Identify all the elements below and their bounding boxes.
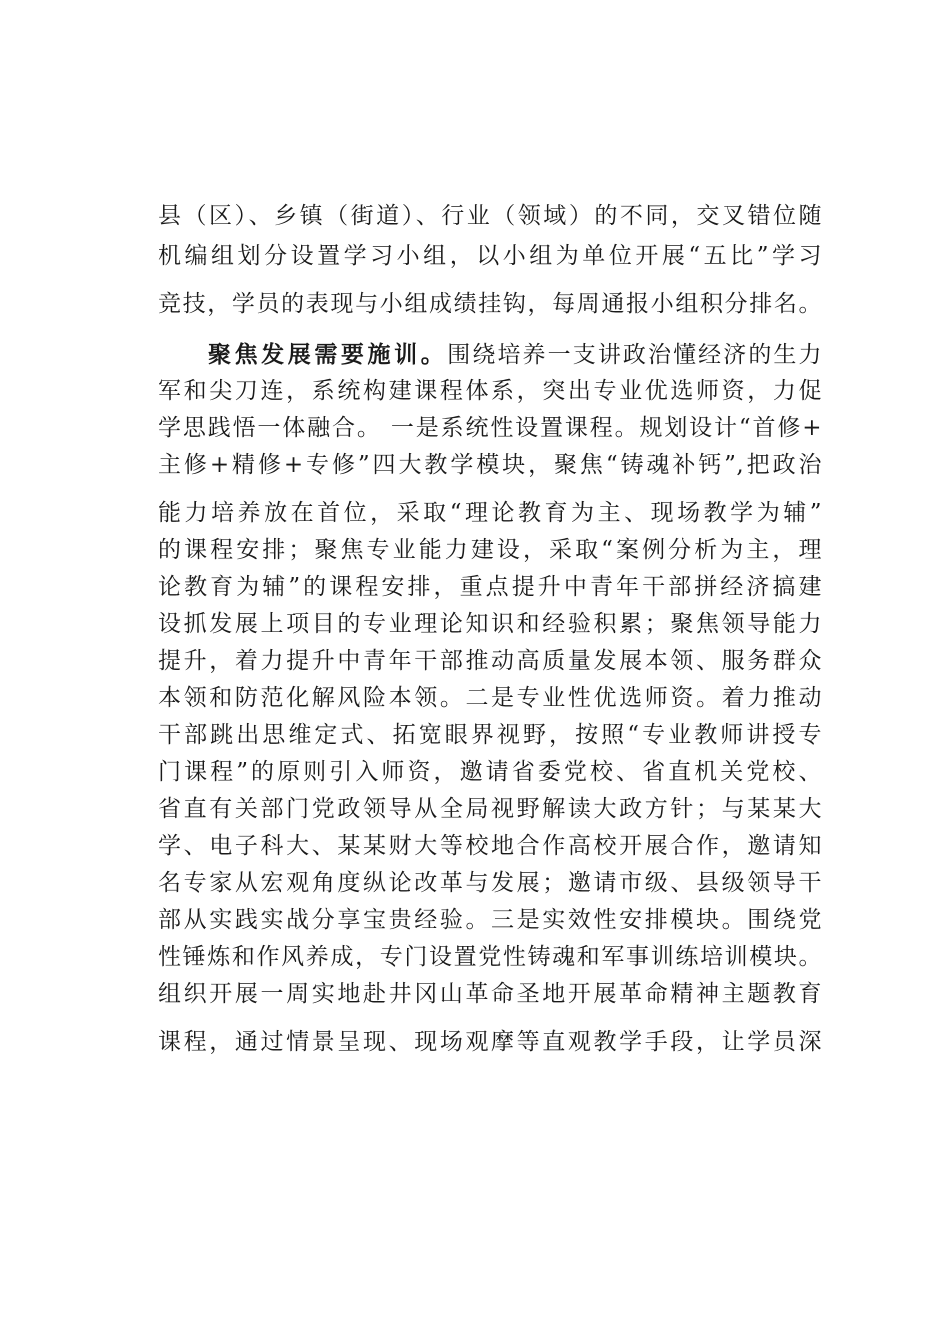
paragraph-2-line-3: 学思践悟一体融合。 一是系统性设置课程。规划设计“首修+	[158, 415, 822, 441]
paragraph-1-line-3: 竞技，学员的表现与小组成绩挂钩，每周通报小组积分排名。	[158, 291, 822, 317]
paragraph-2-line-7: 论教育为辅”的课程安排，重点提升中青年干部拼经济搞建	[158, 574, 822, 600]
paragraph-2-line-15: 名专家从宏观角度纵论改革与发展；邀请市级、县级领导干	[158, 870, 822, 896]
paragraph-2-line-16: 部从实践实战分享宝贵经验。三是实效性安排模块。围绕党	[158, 907, 822, 933]
paragraph-2-line-1-text: 围绕培养一支讲政治懂经济的生力	[447, 342, 823, 368]
paragraph-2-line-9: 提升，着力提升中青年干部推动高质量发展本领、服务群众	[158, 648, 822, 674]
paragraph-2-line-2: 军和尖刀连，系统构建课程体系，突出专业优选师资，力促	[158, 378, 822, 404]
paragraph-2-line-6: 的课程安排；聚焦专业能力建设，采取“案例分析为主，理	[158, 537, 822, 563]
paragraph-2-line-11: 干部跳出思维定式、拓宽眼界视野，按照“专业教师讲授专	[158, 722, 822, 748]
paragraph-2-line-17: 性锤炼和作风养成，专门设置党性铸魂和军事训练培训模块。	[158, 944, 822, 970]
paragraph-2-line-1	[208, 340, 822, 370]
paragraph-2-line-14: 学、电子科大、某某财大等校地合作高校开展合作，邀请知	[158, 833, 822, 859]
section-heading: 聚焦发展需要施训。	[208, 341, 448, 368]
paragraph-2-line-10: 本领和防范化解风险本领。二是专业性优选师资。着力推动	[158, 685, 822, 711]
paragraph-2-line-12: 门课程”的原则引入师资，邀请省委党校、省直机关党校、	[158, 759, 822, 785]
paragraph-2-line-18: 组织开展一周实地赴井冈山革命圣地开展革命精神主题教育	[158, 981, 822, 1007]
paragraph-2-line-5: 能力培养放在首位，采取“理论教育为主、现场教学为辅”	[158, 500, 822, 526]
paragraph-2-line-8: 设抓发展上项目的专业理论知识和经验积累；聚焦领导能力	[158, 611, 822, 637]
paragraph-2-line-13: 省直有关部门党政领导从全局视野解读大政方针；与某某大	[158, 796, 822, 822]
paragraph-1-line-1: 县（区）、乡镇（街道）、行业（领域）的不同，交叉错位随	[158, 203, 822, 229]
paragraph-2-line-19: 课程，通过情景呈现、现场观摩等直观教学手段，让学员深	[158, 1029, 822, 1055]
paragraph-2-line-4: 主修+精修+专修”四大教学模块，聚焦“铸魂补钙”,把政治	[158, 452, 822, 478]
paragraph-1-line-2: 机编组划分设置学习小组，以小组为单位开展“五比”学习	[158, 243, 822, 269]
